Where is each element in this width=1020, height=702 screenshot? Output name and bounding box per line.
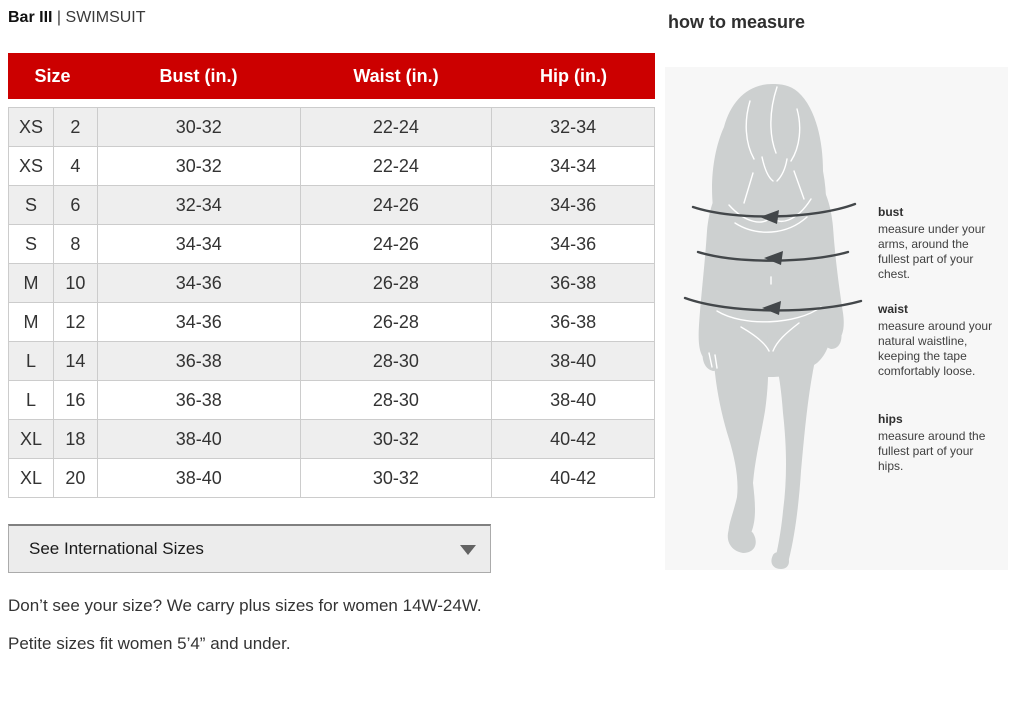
- measure-section-waist: [878, 302, 1002, 379]
- measure-section-hips: [878, 412, 1002, 474]
- size-number-cell: 4: [53, 147, 97, 186]
- hip-cell: 38-40: [492, 342, 655, 381]
- bust-cell: 30-32: [97, 147, 300, 186]
- measure-label: waist: [878, 302, 909, 316]
- size-letter-cell: XS: [9, 147, 54, 186]
- title-divider: |: [56, 9, 62, 26]
- size-table: [8, 107, 655, 498]
- size-number-cell: 20: [53, 459, 97, 498]
- waist-cell: 26-28: [300, 264, 492, 303]
- hip-cell: 34-36: [492, 186, 655, 225]
- size-letter-cell: M: [9, 264, 54, 303]
- hip-cell: 40-42: [492, 420, 655, 459]
- size-number-cell: 18: [53, 420, 97, 459]
- measure-label: bust: [878, 205, 904, 219]
- measure-section-bust: [878, 205, 1002, 282]
- bust-cell: 34-36: [97, 264, 300, 303]
- size-letter-cell: XL: [9, 420, 54, 459]
- measure-description: measure around your natural waistline, keeping the tape comfortably loose.: [878, 319, 993, 378]
- table-row: [9, 420, 655, 459]
- waist-cell: 24-26: [300, 225, 492, 264]
- waist-cell: 28-30: [300, 381, 492, 420]
- table-row: [9, 147, 655, 186]
- page-title: [8, 8, 655, 28]
- bust-cell: 38-40: [97, 459, 300, 498]
- size-number-cell: 10: [53, 264, 97, 303]
- hip-cell: 38-40: [492, 381, 655, 420]
- size-number-cell: 2: [53, 108, 97, 147]
- table-row: [9, 342, 655, 381]
- plus-size-note: Don’t see your size? We carry plus sizes for women 14W-24W.: [8, 596, 482, 615]
- hip-cell: 36-38: [492, 264, 655, 303]
- waist-cell: 30-32: [300, 459, 492, 498]
- size-letter-cell: S: [9, 225, 54, 264]
- table-row: [9, 381, 655, 420]
- table-row: [9, 186, 655, 225]
- how-to-measure-title: how to measure: [668, 12, 806, 32]
- size-chart-panel: [8, 8, 655, 663]
- table-row: [9, 459, 655, 498]
- waist-cell: 26-28: [300, 303, 492, 342]
- size-letter-cell: M: [9, 303, 54, 342]
- size-letter-cell: XL: [9, 459, 54, 498]
- size-table-header: [8, 53, 655, 99]
- header-waist: Waist (in.): [353, 65, 439, 86]
- table-row: [9, 264, 655, 303]
- category-name: SWIMSUIT: [65, 9, 146, 26]
- hip-cell: 34-36: [492, 225, 655, 264]
- bust-cell: 30-32: [97, 108, 300, 147]
- hip-cell: 32-34: [492, 108, 655, 147]
- measure-description: measure around the fullest part of your hips.: [878, 429, 986, 473]
- size-notes: [8, 587, 655, 663]
- waist-cell: 28-30: [300, 342, 492, 381]
- female-silhouette-figure: [665, 67, 895, 570]
- size-letter-cell: L: [9, 342, 54, 381]
- header-hip: Hip (in.): [540, 65, 607, 86]
- size-number-cell: 6: [53, 186, 97, 225]
- size-number-cell: 16: [53, 381, 97, 420]
- size-letter-cell: L: [9, 381, 54, 420]
- size-table-body: [9, 108, 655, 498]
- table-row: [9, 303, 655, 342]
- bust-cell: 36-38: [97, 381, 300, 420]
- dropdown-label: See International Sizes: [29, 539, 204, 558]
- waist-cell: 24-26: [300, 186, 492, 225]
- size-number-cell: 8: [53, 225, 97, 264]
- size-number-cell: 12: [53, 303, 97, 342]
- table-row: [9, 225, 655, 264]
- bust-cell: 32-34: [97, 186, 300, 225]
- chevron-down-icon: [460, 545, 476, 555]
- bust-cell: 38-40: [97, 420, 300, 459]
- waist-cell: 30-32: [300, 420, 492, 459]
- size-number-cell: 14: [53, 342, 97, 381]
- header-size: Size: [34, 65, 71, 86]
- international-sizes-dropdown[interactable]: [8, 524, 491, 573]
- measure-description: measure under your arms, around the fullest part of your chest.: [878, 222, 986, 281]
- how-to-measure-panel: [665, 0, 1008, 600]
- table-row: [9, 108, 655, 147]
- hip-cell: 36-38: [492, 303, 655, 342]
- size-letter-cell: S: [9, 186, 54, 225]
- bust-cell: 34-34: [97, 225, 300, 264]
- waist-cell: 22-24: [300, 147, 492, 186]
- header-bust: Bust (in.): [159, 65, 238, 86]
- waist-cell: 22-24: [300, 108, 492, 147]
- measure-label: hips: [878, 412, 903, 426]
- size-letter-cell: XS: [9, 108, 54, 147]
- hip-cell: 40-42: [492, 459, 655, 498]
- measurement-illustration: [665, 67, 1008, 570]
- petite-size-note: Petite sizes fit women 5’4” and under.: [8, 634, 291, 653]
- hip-cell: 34-34: [492, 147, 655, 186]
- brand-name: Bar III: [8, 9, 53, 26]
- bust-cell: 36-38: [97, 342, 300, 381]
- bust-cell: 34-36: [97, 303, 300, 342]
